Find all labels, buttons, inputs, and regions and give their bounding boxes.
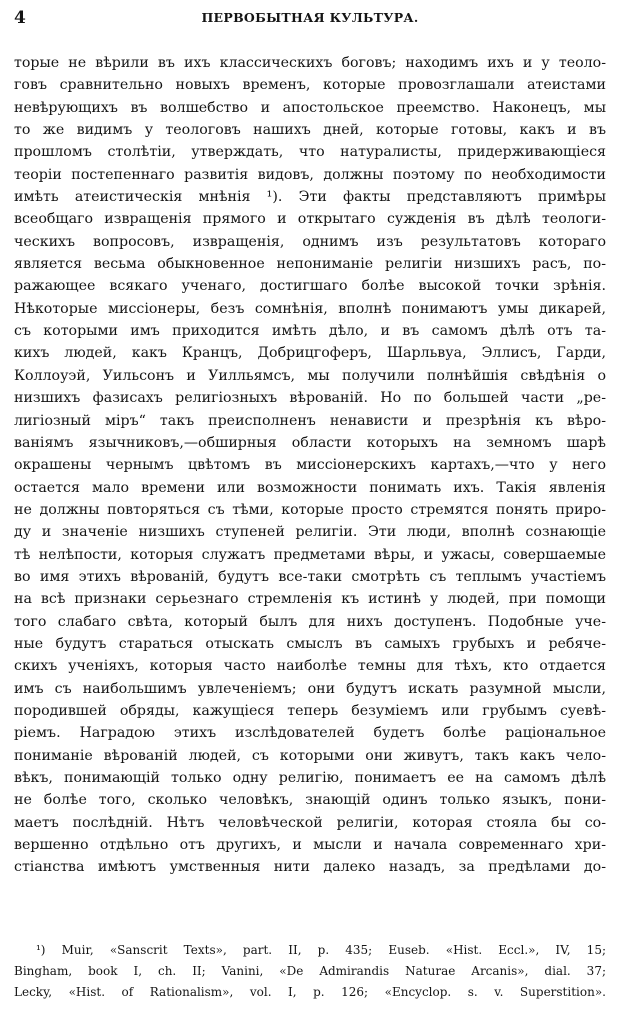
text-line: не болѣе того, сколько человѣкъ, знающій одинъ только языкъ, пони-: [14, 792, 606, 809]
footnote-line: Bingham, book I, ch. II; Vanini, «De Admirandis Naturae Arcanis», dial. 37;: [14, 964, 606, 978]
text-line: кихъ людей, какъ Кранцъ, Добрицгоферъ, Шарльвуа, Эллисъ, Гарди,: [14, 345, 606, 362]
text-line: прошломъ столѣтіи, утверждать, что натуралисты, придерживающіеся: [14, 144, 606, 161]
body-text: [14, 52, 606, 879]
text-line: имъ съ наибольшимъ увлеченіемъ; они будутъ искать разумной мысли,: [14, 680, 606, 697]
text-line: имѣть атеистическія мнѣнія ¹). Эти факты представляютъ примѣры: [14, 189, 606, 206]
text-line: стіанства имѣютъ умственныя нити далеко назадъ, за предѣлами до-: [14, 859, 606, 876]
text-line: маетъ послѣдній. Нѣтъ человѣческой религіи, которая стояла бы со-: [14, 814, 606, 831]
text-line: лигіозный міръ“ такъ преисполненъ ненависти и презрѣнія къ вѣро-: [14, 412, 606, 429]
text-line: на всѣ признаки серьезнаго стремленія къ истинѣ у людей, при помощи: [14, 591, 606, 608]
text-line: съ которыми имъ приходится имѣть дѣло, и въ самомъ дѣлѣ отъ та-: [14, 323, 606, 340]
text-line: ражающее всякаго ученаго, достигшаго болѣе высокой точки зрѣнія.: [14, 278, 606, 295]
text-line: всеобщаго извращенія прямого и открытаго сужденія въ дѣлѣ теологи-: [14, 211, 606, 228]
text-line: то же видимъ у теологовъ нашихъ дней, которые готовы, какъ и въ: [14, 122, 606, 139]
text-line: ріемъ. Наградою этихъ изслѣдователей будетъ болѣе раціональное: [14, 725, 606, 742]
text-line: теоріи постепеннаго развитія видовъ, должны поэтому по необходимости: [14, 166, 606, 183]
running-head: ПЕРВОБЫТНАЯ КУЛЬТУРА.: [201, 10, 419, 25]
footnotes: [14, 940, 606, 1003]
text-line: вершенно отдѣльно отъ другихъ, и мысли и начала современнаго хри-: [14, 837, 606, 854]
text-line: тѣ нелѣпости, которыя служатъ предметами вѣры, и ужасы, совершаемые: [14, 546, 606, 563]
text-line: ные будутъ стараться отыскать смыслъ въ самыхъ грубыхъ и ребяче-: [14, 635, 606, 652]
text-line: торые не вѣрили въ ихъ классическихъ боговъ; находимъ ихъ и у теоло-: [14, 55, 606, 71]
footnote-line: Lecky, «Hist. of Rationalism», vol. I, p. 126; «Encyclop. s. v. Superstition».: [14, 985, 606, 999]
text-line: ваніямъ язычниковъ,—обширныя области которыхъ на земномъ шарѣ: [14, 434, 606, 451]
text-line: вѣкъ, понимающій только одну религію, понимаетъ ее на самомъ дѣлѣ: [14, 770, 606, 786]
text-line: Коллоуэй, Уильсонъ и Уилльямсъ, мы получили полнѣйшія свѣдѣнія о: [14, 367, 606, 384]
text-line: не должны повторяться съ тѣми, которые просто стремятся понять приро-: [14, 501, 606, 518]
text-line: ческихъ вопросовъ, извращенія, однимъ изъ результатовъ котораго: [14, 233, 606, 250]
text-line: Нѣкоторые миссіонеры, безъ сомнѣнія, вполнѣ понимаютъ умы дикарей,: [14, 300, 606, 317]
text-line: того слабаго свѣта, который былъ для нихъ доступенъ. Подобные уче-: [14, 613, 606, 630]
text-line: окрашены чернымъ цвѣтомъ въ миссіонерскихъ картахъ,—что у него: [14, 457, 606, 474]
text-line: пониманіе вѣрованій людей, съ которыми они живутъ, такъ какъ чело-: [14, 747, 606, 764]
text-line: во имя этихъ вѣрованій, будутъ все-таки смотрѣть съ теплымъ участіемъ: [14, 568, 606, 585]
text-line: является весьма обыкновенное непониманіе религіи низшихъ расъ, по-: [14, 256, 606, 273]
footnote-line: ¹) Muir, «Sanscrit Texts», part. II, p. 435; Euseb. «Hist. Eccl.», IV, 15;: [36, 943, 606, 957]
text-line: невѣрующихъ въ волшебство и апостольское преемство. Наконецъ, мы: [14, 99, 606, 116]
text-line: низшихъ фазисахъ религіозныхъ вѣрованій. Но по большей части „ре-: [14, 390, 606, 407]
page-header: [14, 8, 606, 28]
text-line: породившей обряды, кажущіеся теперь безуміемъ или грубымъ суевѣ-: [14, 702, 606, 719]
text-line: скихъ ученіяхъ, которыя часто наиболѣе темны для тѣхъ, кто отдается: [14, 658, 606, 675]
text-line: остается мало времени или возможности понимать ихъ. Такія явленія: [14, 479, 606, 496]
page-number: 4: [14, 8, 26, 28]
text-line: ду и значеніе низшихъ ступеней религіи. Эти люди, вполнѣ сознающіе: [14, 524, 606, 541]
text-line: говъ сравнительно новыхъ временъ, которые провозглашали атеистами: [14, 77, 606, 94]
